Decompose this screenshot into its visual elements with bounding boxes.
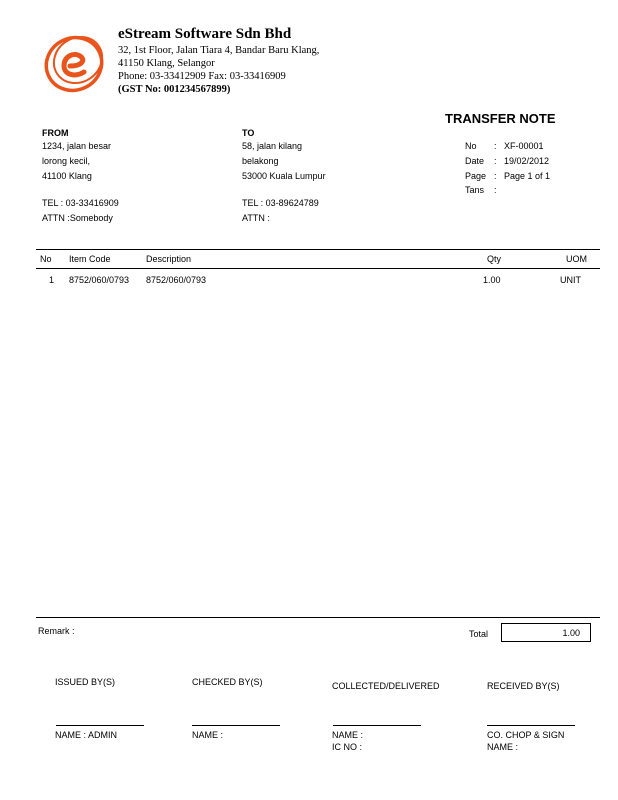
total-box bbox=[501, 623, 591, 642]
from-tel: TEL : 03-33416909 bbox=[42, 198, 119, 208]
doc-date-value: 19/02/2012 bbox=[504, 156, 550, 166]
collected-label: COLLECTED/DELIVERED bbox=[332, 681, 440, 691]
sign-line-collected bbox=[333, 725, 421, 726]
document-title: TRANSFER NOTE bbox=[445, 111, 556, 126]
checked-by-label: CHECKED BY(S) bbox=[192, 677, 263, 687]
company-name: eStream Software Sdn Bhd bbox=[118, 26, 292, 42]
from-address-line3: 41100 Klang bbox=[42, 171, 92, 181]
row-uom: UNIT bbox=[560, 275, 581, 285]
footer-rule bbox=[36, 617, 600, 618]
company-logo bbox=[40, 28, 112, 96]
row-item-code: 8752/060/0793 bbox=[69, 275, 130, 285]
company-address-1: 32, 1st Floor, Jalan Tiara 4, Bandar Baru Klang, bbox=[118, 45, 320, 56]
row-description: 8752/060/0793 bbox=[146, 275, 207, 285]
doc-page-value: Page 1 of 1 bbox=[504, 171, 551, 181]
doc-no-label: No bbox=[465, 141, 477, 151]
doc-tans-colon: : bbox=[494, 185, 497, 195]
doc-tans-label: Tans bbox=[465, 185, 485, 195]
total-value: 1.00 bbox=[562, 628, 580, 638]
total-label: Total bbox=[469, 629, 489, 639]
row-qty: 1.00 bbox=[483, 275, 501, 285]
col-header-no: No bbox=[40, 254, 52, 264]
doc-no-value: XF-00001 bbox=[504, 141, 544, 151]
to-tel: TEL : 03-89624789 bbox=[242, 198, 319, 208]
to-attn: ATTN : bbox=[242, 213, 270, 223]
issued-by-label: ISSUED BY(S) bbox=[55, 677, 116, 687]
from-attn: ATTN :Somebody bbox=[42, 213, 113, 223]
col-header-item-code: Item Code bbox=[69, 254, 111, 264]
row-no: 1 bbox=[49, 275, 55, 285]
issued-name: NAME : ADMIN bbox=[55, 730, 118, 740]
collected-name: NAME : bbox=[332, 730, 364, 740]
checked-name: NAME : bbox=[192, 730, 224, 740]
to-address-line3: 53000 Kuala Lumpur bbox=[242, 171, 326, 181]
from-address-line2: lorong kecil, bbox=[42, 156, 91, 166]
received-name: NAME : bbox=[487, 742, 519, 752]
col-header-description: Description bbox=[146, 254, 192, 264]
collected-icno: IC NO : bbox=[332, 742, 363, 752]
sign-line-checked bbox=[192, 725, 280, 726]
from-address-line1: 1234, jalan besar bbox=[42, 141, 112, 151]
table-top-rule bbox=[36, 249, 600, 250]
doc-no-colon: : bbox=[494, 141, 497, 151]
doc-date-label: Date bbox=[465, 156, 485, 166]
received-chop: CO. CHOP & SIGN bbox=[487, 730, 565, 740]
to-heading: TO bbox=[242, 128, 255, 138]
remark-label: Remark : bbox=[38, 626, 75, 636]
company-address-2: 41150 Klang, Selangor bbox=[118, 58, 215, 69]
col-header-qty: Qty bbox=[487, 254, 502, 264]
to-address-line2: belakong bbox=[242, 156, 279, 166]
doc-page-colon: : bbox=[494, 171, 497, 181]
table-header-rule bbox=[36, 268, 600, 269]
sign-line-issued bbox=[56, 725, 144, 726]
col-header-uom: UOM bbox=[566, 254, 587, 264]
to-address-line1: 58, jalan kilang bbox=[242, 141, 303, 151]
company-phone-fax: Phone: 03-33412909 Fax: 03-33416909 bbox=[118, 71, 286, 82]
received-by-label: RECEIVED BY(S) bbox=[487, 681, 560, 691]
doc-date-colon: : bbox=[494, 156, 497, 166]
sign-line-received bbox=[487, 725, 575, 726]
company-gst: (GST No: 001234567899) bbox=[118, 84, 231, 95]
from-heading: FROM bbox=[42, 128, 69, 138]
doc-page-label: Page bbox=[465, 171, 487, 181]
